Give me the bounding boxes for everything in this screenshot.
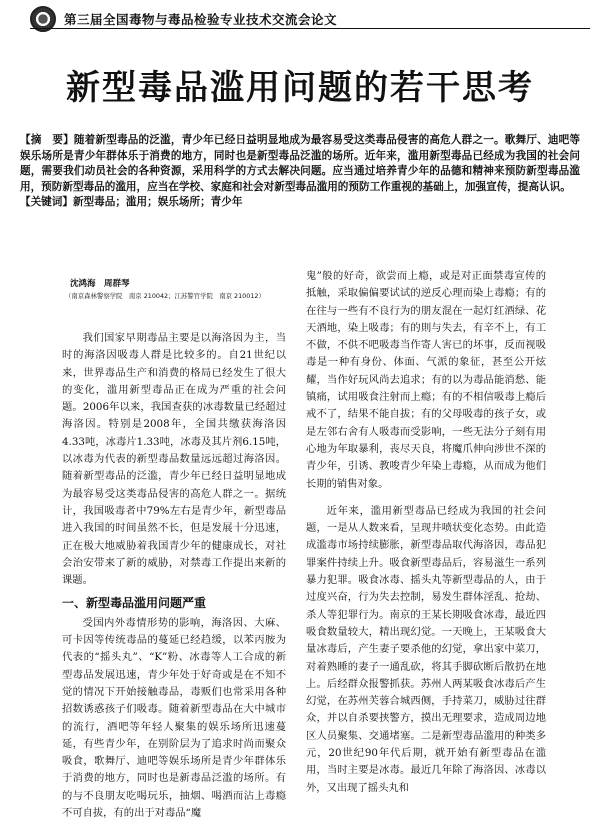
abstract-text: 随着新型毒品的泛滥，青少年已经日益明显地成为最容易受这类毒品侵害的高危人群之一。歌舞厅、迪吧等娱乐场所是青少年群体乐于消费的地方，同时也是新型毒品泛滥的场所。近年来，滥用新型毒品已经成为我国的社会问题，需要我们动员社会的各种资源，采用科学的方式去解决问题。应当通过培养青少年的品德和精神来预防新型毒品滥用，预防新型毒品的滥用，应当在学校、家庭和社会对新型毒品滥用的预防工作重视的基础上，加强宣传，提高认识。 [20,134,581,193]
keywords-paragraph [20,195,580,211]
paper-title: 新型毒品滥用问题的若干思考 [66,68,534,108]
abstract-label: 【摘 要】 [20,134,74,146]
keywords-label: 【关键词】 [20,196,73,209]
abstract-paragraph [20,133,580,195]
author-names: 沈鸿海 周群琴 [70,279,130,289]
body-paragraph: 我们国家早期毒品主要是以海洛因为主，当时的海洛因吸毒人群是比较多的。自21世纪以来，世界毒品生产和消费的格局已经发生了很大的变化，滥用新型毒品正在成为严重的社会问题。2006年以来，我国查获的冰毒数量已经超过海洛因。特别是2008年，全国共缴获海洛因4.33吨，冰毒片1.33吨，冰毒及其片剂6.15吨，以冰毒为代表的新型毒品数量远远超过海洛因。随着新型毒品的泛滥，青少年已经日益明显地成为最容易受这类毒品侵害的高危人群之一。据统计，我国吸毒者中79%左右是青少年，新型毒品进入我国的时间虽然不长，但是发展十分迅速，正在极大地威胁着我国青少年的健康成长，对社会治安带来了新的威胁，对禁毒工作提出来新的课题。 [62,332,286,587]
header-divider [30,28,590,29]
body-paragraph-continued: 鬼”般的好奇，欲尝而上瘾，或是对正面禁毒宣传的抵触，采取偏偏要试试的逆反心理而染上毒瘾；有的在往与一些有不良行为的朋友混在一起灯红酒绿、花天酒地，染上吸毒；有的則与失去，有辛不上，有工不做，不供不吧吸毒当作寄人害已的坏事，反而视吸毒是一种有身份、体面、气派的象征，甚至公开炫耀，当作好玩风尚去追求；有的以为毒品能消愁、能镇痛，试用吸食注射而上瘾；有的不相信吸毒上瘾后戒不了，结果不能自拔；有的父母吸毒的孩子女，或是左邻右舍有人吸毒而受影响，一些无法分子刻有用心地为年取暴利，丧尽天良，将魔爪伸向涉世不深的青少年，引诱、教唆青少年染上毒瘾，从而成为他们长期的销售对象。 [306,270,546,490]
left-column [62,330,286,822]
author-affiliation: （南京森林警察学院 南京 210042；江苏警官学院 南京 210012） [65,292,265,300]
right-column [306,268,546,797]
keywords-text: 新型毒品；滥用；娱乐场所；青少年 [72,196,243,209]
abstract-block [20,133,580,211]
body-paragraph: 近年来，滥用新型毒品已经成为我国的社会问题，一是从人数来看，呈现井喷状变化态势。由此造成滥毒市场持续膨胀，新型毒品取代海洛因，毒品犯罪案件持续上升。吸食新型毒品后，容易滋生一系列暴力犯罪。吸食冰毒、摇头丸等新型毒品的人，由于过度兴奋，行为失去控制，易发生群体淫乱、抢劫、杀人等犯罪行为。南京的王某长期吸食冰毒，最近四吸食数量较大，精出现幻觉。一天晚上，王某吸食大量冰毒后，产生妻子要杀他的幻觉，拿出家中菜刀，对着熟睡的妻子一通乱砍，将其手脚砍断后散扔在地上。后经群众报警抓获。苏州人两某吸食冰毒后产生幻觉，在苏州芙蓉合城西侧，手持菜刀，威胁过往群众，并以自杀要挟警方，摸出无理要求，造成周边地区人员聚集、交通堵塞。二是新型毒品滥用的种类多元，20世纪90年代后期，就开始有新型毒品在滥用，当时主要是冰毒。最近几年除了海洛因、冰毒以外，又出现了摇头丸和 [306,504,546,794]
body-paragraph: 受国内外毒情形势的影响，海洛因、大麻、可卡因等传统毒品的蔓延已经趋缓，以苯丙胺为代表的“摇头丸”、“K”粉、冰毒等人工合成的新型毒品发展迅速，青少年处于好奇或是在不知不觉的情况下开始接触毒品，毒贩们也常采用各种招数诱惑孩子们吸毒。随着新型毒品在大中城市的流行，酒吧等年轻人聚集的娱乐场所迅速蔓延，有些青少年，在别阶层为了追求时尚而聚众吸食，歌舞厅、迪吧等娱乐场所是青少年群体乐于消费的地方，同时也是新毒品泛滥的场所。有的与不良朋友吃喝玩乐，抽烟、喝酒而沾上毒瘾不可自拔，有的出于对毒品“魔 [62,616,286,820]
running-header [30,6,590,34]
journal-header-text: 第三届全国毒物与毒品检验专业技术交流会论文 [64,12,338,27]
section-heading: 一、新型毒品滥用问题严重 [62,596,207,611]
